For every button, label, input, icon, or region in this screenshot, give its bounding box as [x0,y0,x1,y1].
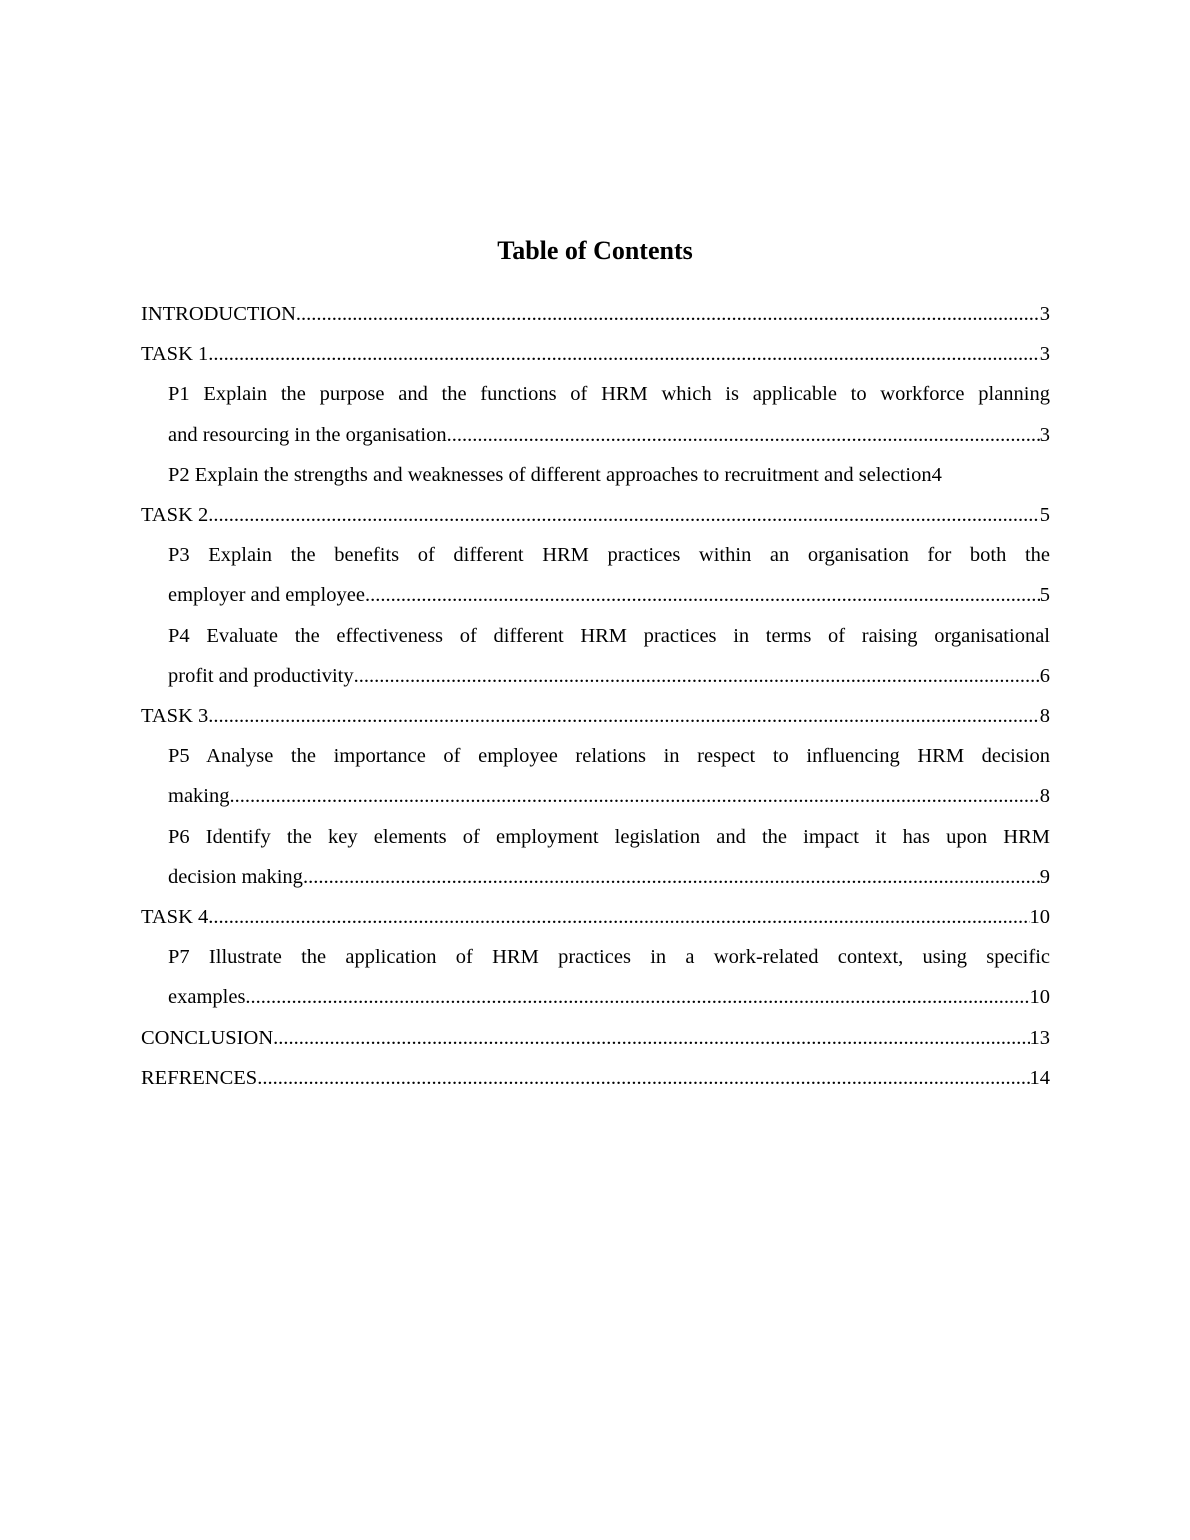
toc-entry-line: P5 Analyse the importance of employee relations in respect to influencing HRM decision [168,745,1050,768]
toc-entry-line: P6 Identify the key elements of employment legislation and the impact it has upon HRM [168,825,1050,848]
toc-leader-dots [245,977,1029,1017]
toc-page-number: 3 [1039,303,1050,325]
toc-entry-text: and resourcing in the organisation [168,423,447,446]
toc-entry[interactable] [141,1058,1050,1098]
toc-leader-dots [303,857,1040,897]
toc-entry-line: P1 Explain the purpose and the functions of HRM which is applicable to workforce planning [168,383,1050,406]
toc-entry-text: INTRODUCTION [141,303,296,325]
toc-entry[interactable] [141,374,1050,454]
toc-page-number: 6 [1039,664,1050,687]
toc-leader-dots [208,334,1039,374]
toc-entry-text: CONCLUSION [141,1026,274,1049]
toc-entry-text: TASK 3 [141,705,209,728]
toc-entry-text: P2 Explain the strengths and weaknesses of different approaches to recruitment and selection [168,463,932,486]
toc-page-number: 3 [1039,343,1050,366]
toc-entry[interactable] [141,495,1050,535]
toc-entry-text: decision making [168,865,303,888]
toc-page-number: 8 [1039,785,1050,808]
toc-entry[interactable] [141,897,1050,937]
toc-page-number: 5 [1039,504,1050,527]
toc-entry-text: profit and productivity [168,664,354,687]
toc-entry-line: P7 Illustrate the application of HRM practices in a work-related context, using specific [168,946,1050,969]
toc-page-number: 9 [1039,865,1050,888]
toc-entry-text: TASK 4 [141,906,209,929]
toc-leader-dots [365,575,1040,615]
toc-entry-text: REFRENCES [141,1066,258,1089]
toc-entry-line: P4 Evaluate the effectiveness of different HRM practices in terms of raising organisational [168,624,1050,647]
toc-entry-line: P3 Explain the benefits of different HRM practices within an organisation for both the [168,544,1050,567]
toc-entry-text: TASK 1 [141,343,209,366]
toc-leader-dots [354,656,1040,696]
toc-page-number: 14 [1029,1066,1050,1089]
toc-leader-dots [296,294,1040,334]
toc-entry[interactable] [141,334,1050,374]
toc-entry[interactable] [141,1018,1050,1058]
toc-leader-dots [208,696,1039,736]
toc-entry[interactable] [141,455,1050,495]
toc-leader-dots [447,415,1040,455]
toc-leader-dots [230,776,1040,816]
toc-entry[interactable] [141,616,1050,696]
toc-page-number: 5 [1039,584,1050,607]
toc-page-number: 10 [1029,986,1050,1009]
toc-entry[interactable] [141,736,1050,816]
toc-entry[interactable] [141,535,1050,615]
toc-leader-dots [208,897,1029,937]
toc-entry[interactable] [141,294,1050,334]
toc-leader-dots [257,1058,1029,1098]
toc-entry[interactable] [141,696,1050,736]
toc-page-number: 3 [1039,423,1050,446]
toc-page-number: 10 [1029,906,1050,929]
toc-page-number: 4 [931,463,942,486]
toc-title: Table of Contents [497,236,693,265]
toc-entry-text: making [168,785,230,808]
toc-page-number: 13 [1029,1026,1050,1049]
toc-page-number: 8 [1039,705,1050,728]
toc-entry-text: examples [168,986,246,1009]
table-of-contents [141,294,1050,1098]
toc-entry-text: employer and employee [168,584,365,607]
toc-leader-dots [208,495,1039,535]
toc-entry[interactable] [141,937,1050,1017]
toc-leader-dots [273,1018,1029,1058]
toc-entry[interactable] [141,817,1050,897]
toc-entry-text: TASK 2 [141,504,209,527]
